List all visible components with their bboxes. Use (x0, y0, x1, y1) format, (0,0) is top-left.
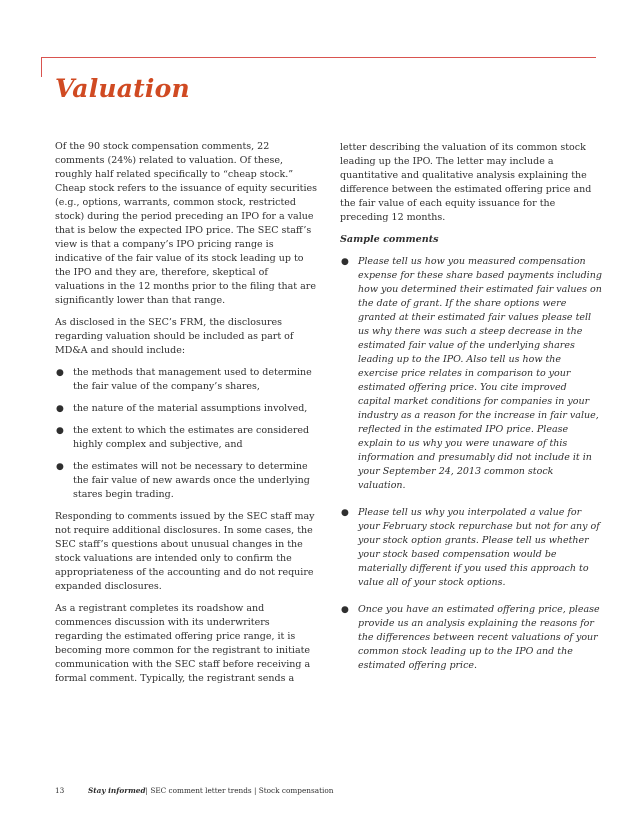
bullet-icon: ● (56, 404, 64, 414)
roadshow-paragraph: As a registrant completes its roadshow and commences discussion with its underwriters regarding the estimated offering price range, it is becoming more common for the registrant to initiate communication with the SEC staff before receiving a formal comment. Typically, the registrant sends a (55, 603, 311, 684)
list-item: ● the extent to which the estimates are considered highly complex and subjective, and (56, 425, 310, 450)
list-item: ● Please tell us how you measured compensation expense for these share based payments including how you determined their estimated fair values on the date of grant. If the share options were granted at their estimated fair values please tell us why there was such a steep decrease in the estimated fair value of the underlying shares leading up to the IPO. Also tell us how the exercise price relates in comparison to your estimated offering price. You cite improved capital market conditions for companies in your industry as a reason for the increase in fair value, reflected in the estimated IPO price. Please explain to us why you were unaware of this information and presumably did not include it in your September 24, 2013 common stock valuation. (341, 256, 602, 491)
sample-comments-list (340, 255, 602, 673)
left-column (55, 140, 317, 694)
list-item: ● Once you have an estimated offering price, please provide us an analysis explaining the reasons for the differences between recent valuations of your common stock leading up to the IPO and the estimated offering price. (341, 604, 600, 671)
disclosure-paragraph: As disclosed in the SEC’s FRM, the disclosures regarding valuation should be included as part of MD&A and should include: (55, 317, 294, 356)
list-item: ● the methods that management used to determine the fair value of the company’s shares, (56, 367, 312, 392)
bullet-icon: ● (341, 605, 349, 615)
page-number: 13 (55, 786, 65, 795)
sample-comments-heading: Sample comments (340, 234, 439, 245)
right-column (340, 141, 602, 686)
intro-paragraph: Of the 90 stock compensation comments, 22 comments (24%) related to valuation. Of these, roughly half related specifically to “cheap stock.” Cheap stock refers to the issuance of equity securities (e.g., options, warrants, common stock, restricted stock) during the period preceding an IPO for a value that is below the expected IPO price. The SEC staff’s view is that a company’s IPO pricing range is indicative of the fair value of its stock leading up to the IPO and they are, therefore, skeptical of valuations in the 12 months prior to the filing that are significantly lower than that range. (55, 141, 317, 306)
list-item: ● the nature of the material assumptions involved, (56, 403, 308, 414)
bullet-icon: ● (341, 508, 349, 518)
page-footer (55, 786, 333, 795)
bullet-icon: ● (56, 426, 64, 436)
page-title: Valuation (55, 74, 190, 103)
bullet-icon: ● (56, 368, 64, 378)
bullet-icon: ● (341, 257, 349, 267)
list-item: ● the estimates will not be necessary to determine the fair value of new awards once the underlying stares begin trading. (56, 461, 310, 500)
header-rule-vertical (41, 57, 42, 77)
header-rule-horizontal (41, 57, 596, 58)
letter-paragraph: letter describing the valuation of its common stock leading up the IPO. The letter may include a quantitative and qualitative analysis explaining the difference between the estimated offering price and the fair value of each equity issuance for the preceding 12 months. (340, 142, 592, 223)
responding-paragraph: Responding to comments issued by the SEC staff may not require additional disclosures. In some cases, the SEC staff’s questions about unusual changes in the stock valuations are intended only to confirm the appropriateness of the accounting and do not require expanded disclosures. (55, 511, 315, 592)
list-item: ● Please tell us why you interpolated a value for your February stock repurchase but not for any of your stock option grants. Please tell us whether your stock based compensation would be materially different if you used this approach to value all of your stock options. (341, 507, 600, 588)
bullet-icon: ● (56, 462, 64, 472)
footer-text: | SEC comment letter trends | Stock compensation (145, 786, 334, 795)
disclosure-list (55, 366, 317, 502)
footer-brand: Stay informed (88, 786, 146, 795)
